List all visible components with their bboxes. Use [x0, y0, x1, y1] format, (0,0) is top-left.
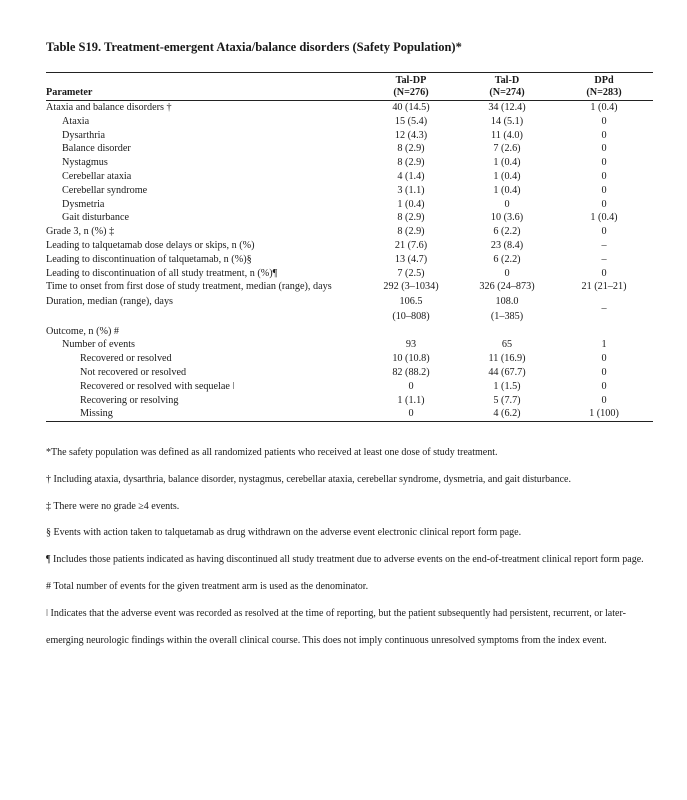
- table-row: [46, 142, 653, 156]
- row-value: 0: [601, 198, 607, 210]
- table-row: [46, 211, 653, 225]
- row-value: [363, 294, 459, 325]
- row-value: 10 (3.6): [490, 212, 524, 224]
- row-value: [555, 294, 653, 325]
- row-value: 15 (5.4): [394, 115, 428, 127]
- row-value: 23 (8.4): [490, 239, 524, 251]
- row-value: 8 (2.9): [397, 226, 425, 238]
- row-value: 12 (4.3): [394, 129, 428, 141]
- row-label: Dysarthria: [62, 129, 105, 141]
- footnote: § Events with action taken to talquetamab as drug withdrawn on the adverse event electronic clinical report form page.: [46, 527, 522, 539]
- table-row: [46, 407, 653, 421]
- row-label: Gait disturbance: [62, 212, 130, 224]
- row-value: 1 (100): [555, 407, 653, 421]
- table-row: [46, 239, 653, 253]
- row-value: 8 (2.9): [397, 143, 425, 155]
- row-value: 0: [601, 353, 607, 365]
- footnote: # Total number of events for the given treatment arm is used as the denominator.: [46, 580, 369, 592]
- row-value: 1 (0.4): [590, 102, 618, 113]
- table-row: [46, 325, 653, 339]
- row-label: Leading to discontinuation of talquetamab, n (%)§: [46, 253, 252, 265]
- row-value: 21 (21–21): [581, 281, 627, 293]
- table-row: [46, 129, 653, 143]
- row-label: Dysmetria: [62, 198, 105, 210]
- table-row: [46, 338, 653, 352]
- row-label: Not recovered or resolved: [80, 366, 187, 378]
- duration-range: (1–385): [490, 311, 524, 323]
- header-row-arms: [46, 73, 653, 88]
- row-value: 1 (1.1): [397, 394, 425, 406]
- row-label: Leading to talquetamab dose delays or skips, n (%): [46, 239, 255, 251]
- duration-median: 108.0: [495, 295, 519, 307]
- table-row: [46, 156, 653, 170]
- row-label: Missing: [46, 407, 363, 421]
- row-value: [459, 294, 555, 325]
- footnotes: [46, 440, 658, 654]
- row-value: 8 (2.9): [397, 212, 425, 224]
- row-value: 11 (4.0): [491, 129, 523, 141]
- row-value: 0: [408, 380, 414, 392]
- row-value: –: [601, 239, 607, 251]
- table-row: [46, 198, 653, 212]
- row-value: 1 (0.4): [397, 198, 425, 210]
- row-value: 7 (2.6): [493, 143, 521, 155]
- row-label: Recovered or resolved with sequelae ǀ: [80, 380, 235, 392]
- row-value: 0: [601, 129, 607, 141]
- table-row: [46, 170, 653, 184]
- row-value: –: [601, 253, 607, 265]
- row-value: 13 (4.7): [394, 253, 428, 265]
- table-row: [46, 394, 653, 408]
- row-label: Nystagmus: [62, 157, 108, 169]
- row-label: Recovering or resolving: [80, 394, 179, 406]
- row-value: 1: [601, 339, 607, 351]
- header-arm-tal-dp: Tal-DP: [363, 73, 459, 88]
- row-label: Ataxia: [62, 115, 90, 127]
- row-label: Cerebellar ataxia: [62, 170, 132, 182]
- header-n-tal-dp: (N=276): [363, 87, 459, 101]
- row-value: 0: [601, 143, 607, 155]
- row-value: 0: [601, 115, 607, 127]
- footnote: † Including ataxia, dysarthria, balance disorder, nystagmus, cerebellar ataxia, cerebellar syndrome, dysmetria, and gait disturbance.: [46, 473, 571, 485]
- row-value: 0: [601, 267, 607, 279]
- header-parameter: Parameter: [46, 87, 363, 101]
- table-title: Table S19. Treatment-emergent Ataxia/balance disorders (Safety Population)*: [46, 40, 462, 54]
- table-body: [46, 101, 653, 422]
- row-value: 0: [601, 157, 607, 169]
- row-value: 6 (2.2): [493, 226, 521, 238]
- row-label: Grade 3, n (%) ‡: [46, 226, 115, 238]
- row-label: Duration, median (range), days: [46, 295, 174, 307]
- row-value: 0: [363, 407, 459, 421]
- row-value: 7 (2.5): [397, 267, 425, 279]
- table-row: [46, 352, 653, 366]
- table-row: [46, 115, 653, 129]
- row-value: 0: [601, 394, 607, 406]
- row-label: Recovered or resolved: [80, 353, 172, 365]
- footnote: ¶ Includes those patients indicated as having discontinued all study treatment due to adverse events on the end-of-treatment clinical report form page.: [46, 554, 644, 566]
- header-arm-tal-d: Tal-D: [459, 73, 555, 88]
- row-value: 292 (3–1034): [383, 281, 439, 293]
- row-value: 1 (1.5): [493, 380, 521, 392]
- row-value: [555, 325, 653, 339]
- row-value: [363, 325, 459, 339]
- row-value: 21 (7.6): [394, 239, 428, 251]
- table-row: [46, 184, 653, 198]
- table-row: [46, 366, 653, 380]
- row-value: 0: [601, 184, 607, 196]
- row-value: 65: [501, 339, 513, 351]
- row-value: 1 (0.4): [493, 170, 521, 182]
- table-row: [46, 225, 653, 239]
- row-value: 44 (67.7): [488, 366, 526, 378]
- row-label: Outcome, n (%) #: [46, 325, 119, 337]
- row-value: 3 (1.1): [397, 184, 425, 196]
- row-value: 4 (6.2): [459, 407, 555, 421]
- row-value: [459, 325, 555, 339]
- row-value: 4 (1.4): [397, 170, 425, 182]
- table-row: [46, 380, 653, 394]
- header-n-tal-d: (N=274): [459, 87, 555, 101]
- row-value: 40 (14.5): [392, 102, 430, 113]
- safety-table: [46, 72, 653, 422]
- duration-range: (10–808): [392, 311, 430, 323]
- row-value: 0: [504, 198, 510, 210]
- row-value: 14 (5.1): [490, 115, 524, 127]
- row-value: 0: [601, 380, 607, 392]
- row-value: 82 (88.2): [392, 366, 430, 378]
- table-row: [46, 253, 653, 267]
- row-value: 11 (16.9): [488, 353, 526, 365]
- row-value: 0: [601, 366, 607, 378]
- header-row-n: [46, 87, 653, 101]
- row-label: Balance disorder: [62, 143, 131, 155]
- footnote: *The safety population was defined as all randomized patients who received at least one dose of study treatment.: [46, 447, 498, 458]
- row-value: 8 (2.9): [397, 157, 425, 169]
- row-value: 1 (0.4): [493, 184, 521, 196]
- table-row-duration: [46, 294, 653, 325]
- row-label: Time to onset from first dose of study treatment, median (range), days: [46, 281, 332, 293]
- row-value: 34 (12.4): [488, 102, 526, 113]
- row-label: Number of events: [62, 339, 135, 351]
- row-label: Cerebellar syndrome: [62, 184, 148, 196]
- row-value: 0: [601, 170, 607, 182]
- header-arm-dpd: DPd: [555, 73, 653, 88]
- duration-median: –: [601, 303, 607, 315]
- row-value: 93: [405, 339, 417, 351]
- footnote: ǀ Indicates that the adverse event was recorded as resolved at the time of reporting, but the patient subsequently had persistent, recurrent, or later-emerging neurologic findings within the overall clinical course. This does not imply continuous unresolved symptoms from the index event.: [46, 607, 626, 646]
- table-row: [46, 101, 653, 115]
- header-n-dpd: (N=283): [555, 87, 653, 101]
- table-row: [46, 267, 653, 281]
- table-row: [46, 280, 653, 293]
- row-value: 5 (7.7): [493, 394, 521, 406]
- row-value: 0: [504, 267, 510, 279]
- footnote: ‡ There were no grade ≥4 events.: [46, 500, 180, 512]
- row-value: 10 (10.8): [392, 353, 430, 365]
- row-value: 1 (0.4): [590, 212, 618, 224]
- row-label: Ataxia and balance disorders †: [46, 102, 172, 113]
- duration-median: 106.5: [399, 295, 423, 307]
- row-value: 0: [601, 226, 607, 238]
- row-value: 6 (2.2): [493, 253, 521, 265]
- row-value: 1 (0.4): [493, 157, 521, 169]
- row-value: 326 (24–873): [479, 281, 535, 293]
- row-label: Leading to discontinuation of all study treatment, n (%)¶: [46, 267, 278, 279]
